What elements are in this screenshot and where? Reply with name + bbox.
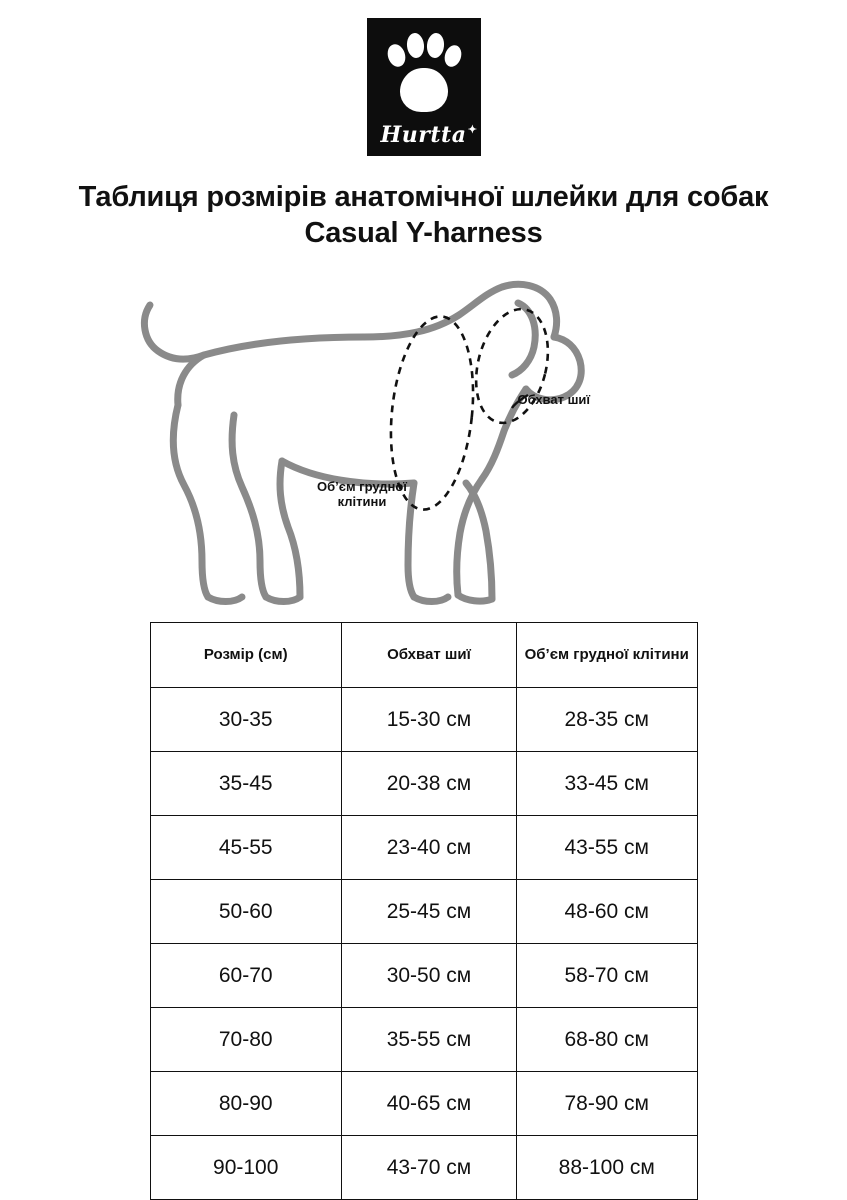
cell-neck: 35-55 см — [341, 1008, 516, 1072]
table-row — [150, 816, 697, 880]
dog-measurement-diagram — [114, 265, 734, 610]
chest-measure-label: Об’єм грудної клітини — [317, 479, 407, 509]
table-row — [150, 688, 697, 752]
cell-neck: 30-50 см — [341, 944, 516, 1008]
table-row — [150, 1008, 697, 1072]
cell-size: 35-45 — [150, 752, 341, 816]
cell-chest: 58-70 см — [516, 944, 697, 1008]
cell-size: 50-60 — [150, 880, 341, 944]
cell-neck: 20-38 см — [341, 752, 516, 816]
cell-size: 90-100 — [150, 1136, 341, 1200]
table-header-chest: Об’єм грудної клітини — [516, 623, 697, 688]
cell-neck: 25-45 см — [341, 880, 516, 944]
table-header-neck: Обхват шиї — [341, 623, 516, 688]
cell-size: 45-55 — [150, 816, 341, 880]
table-row — [150, 1072, 697, 1136]
brand-logo — [367, 18, 481, 156]
paw-print-icon — [386, 32, 462, 118]
size-table-container — [150, 622, 698, 1200]
cell-neck: 40-65 см — [341, 1072, 516, 1136]
brand-name-text: Hurtta — [380, 122, 467, 148]
table-row — [150, 944, 697, 1008]
table-header-row — [150, 623, 697, 688]
cell-chest: 33-45 см — [516, 752, 697, 816]
cell-chest: 28-35 см — [516, 688, 697, 752]
cell-size: 30-35 — [150, 688, 341, 752]
cell-chest: 43-55 см — [516, 816, 697, 880]
cell-size: 60-70 — [150, 944, 341, 1008]
cell-chest: 78-90 см — [516, 1072, 697, 1136]
table-row — [150, 752, 697, 816]
cell-neck: 23-40 см — [341, 816, 516, 880]
dog-outline-illustration — [114, 265, 734, 610]
cell-chest: 48-60 см — [516, 880, 697, 944]
table-row — [150, 1136, 697, 1200]
cell-size: 70-80 — [150, 1008, 341, 1072]
page-title: Таблиця розмірів анатомічної шлейки для собак Casual Y-harness — [78, 181, 769, 249]
brand-star-icon: ✦ — [467, 123, 478, 136]
brand-name — [380, 122, 478, 148]
cell-neck: 15-30 см — [341, 688, 516, 752]
cell-chest: 68-80 см — [516, 1008, 697, 1072]
cell-chest: 88-100 см — [516, 1136, 697, 1200]
size-table — [150, 622, 698, 1200]
table-row — [150, 880, 697, 944]
cell-size: 80-90 — [150, 1072, 341, 1136]
table-header-size: Розмір (см) — [150, 623, 341, 688]
cell-neck: 43-70 см — [341, 1136, 516, 1200]
neck-measure-label: Обхват шиї — [517, 392, 591, 407]
